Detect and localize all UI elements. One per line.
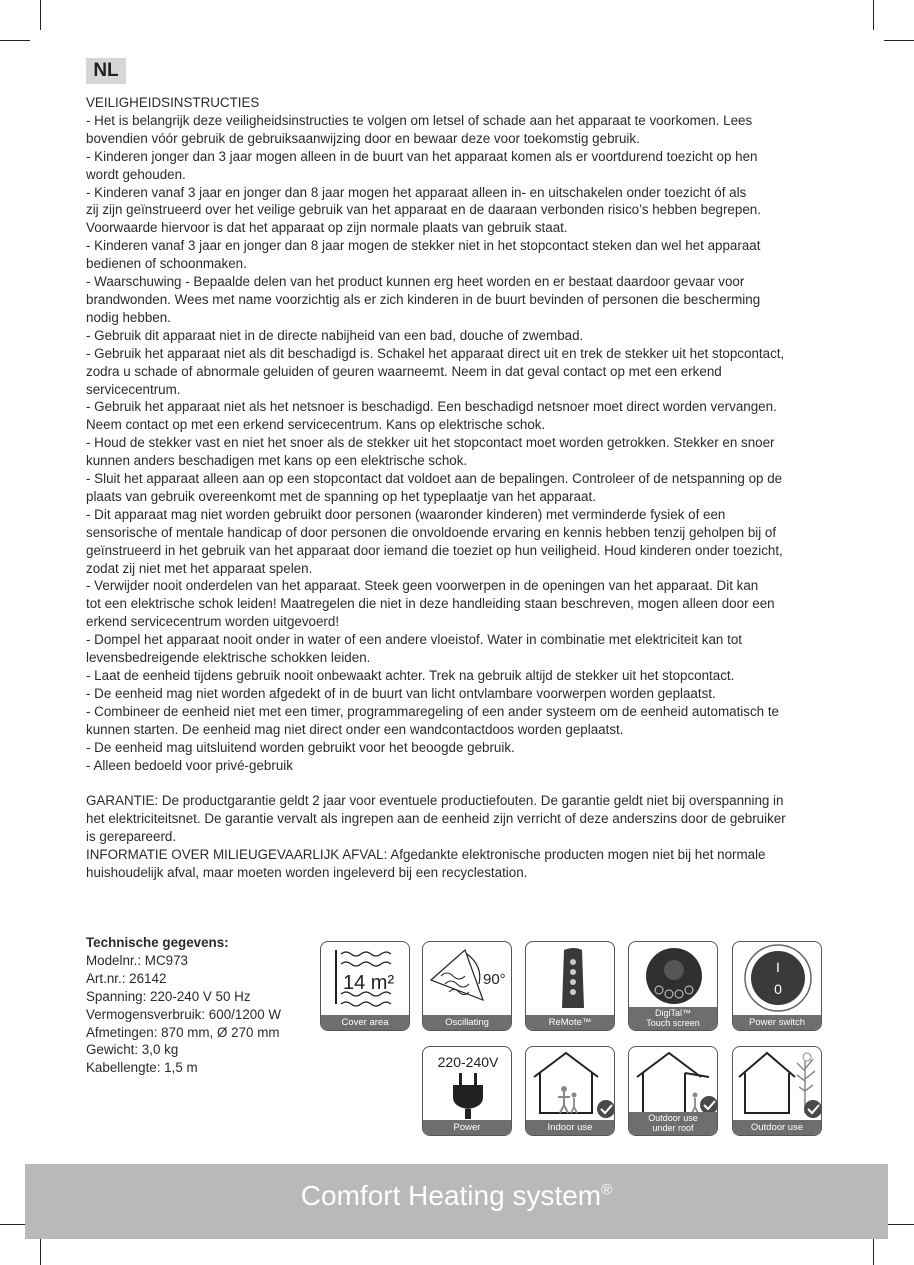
warranty-line: is gerepareerd.	[86, 829, 177, 845]
indoor-house-icon	[526, 1047, 615, 1122]
tech-list	[86, 952, 316, 1077]
footer-title-text: Comfort Heating system	[300, 1180, 602, 1211]
outdoor-tree-icon	[733, 1047, 822, 1122]
safety-line: zodra u schade of abnormale geluiden of geuren waarneemt. Neem in dat geval contact op met een erkend	[86, 363, 722, 379]
remote-control-icon	[526, 942, 615, 1017]
warranty-section	[86, 792, 828, 882]
safety-line: - Kinderen vanaf 3 jaar en jonger dan 8 jaar mogen de stekker niet in het stopcontact steken dan wel het apparaat	[86, 238, 761, 254]
language-badge: NL	[86, 58, 126, 84]
safety-line: levensbedreigende elektrische schokken leiden.	[86, 650, 371, 666]
safety-line: bovendien vóór gebruik de gebruiksaanwijzing door en bewaar deze voor toekomstig gebruik.	[86, 130, 640, 146]
safety-line: Neem contact op met een erkend servicecentrum. Kans op elektrische schok.	[86, 417, 546, 433]
safety-line: - Het is belangrijk deze veiligheidsinstructies te volgen om letsel of schade aan het apparaat te voorkomen. Lees	[86, 112, 753, 128]
outdoor-roof-icon	[629, 1047, 718, 1117]
safety-line: - Kinderen jonger dan 3 jaar mogen alleen in de buurt van het apparaat komen als er voortdurend toezicht op hen	[86, 148, 758, 164]
tech-item: Spanning: 220-240 V 50 Hz	[86, 988, 251, 1004]
safety-line: - Gebruik dit apparaat niet in de directe nabijheid van een bad, douche of zwembad.	[86, 327, 584, 343]
crop-mark	[884, 1224, 914, 1225]
outdoor-roof-label-line1: Outdoor use	[648, 1113, 698, 1123]
safety-line: - Gebruik het apparaat niet als dit beschadigd is. Schakel het apparaat direct uit en trek de stekker uit het stopcontact,	[86, 345, 785, 361]
touch-screen-icon	[629, 942, 718, 1010]
crop-mark	[884, 40, 914, 41]
remote-card	[525, 941, 615, 1031]
safety-line: - Alleen bedoeld voor privé-gebruik	[86, 757, 293, 773]
safety-line: - De eenheid mag niet worden afgedekt of in de buurt van licht ontvlambare voorwerpen worden geplaatst.	[86, 685, 716, 701]
safety-line: - De eenheid mag uitsluitend worden gebruikt voor het beoogde gebruik.	[86, 739, 515, 755]
safety-line: - Kinderen vanaf 3 jaar en jonger dan 8 jaar mogen het apparaat alleen in- en uitschakelen onder toezicht óf als	[86, 184, 747, 200]
safety-line: brandwonden. Wees met name voorzichtig als er zich kinderen in de buurt bevinden of personen die bescherming	[86, 291, 761, 307]
safety-line: - Laat de eenheid tijdens gebruik nooit onbewaakt achter. Trek na gebruik altijd de stekker uit het stopcontact.	[86, 668, 735, 683]
oscillating-label: Oscillating	[423, 1015, 511, 1030]
safety-line: - Gebruik het apparaat niet als het netsnoer is beschadigd. Een beschadigd netsnoer moet direct worden vervangen.	[86, 399, 777, 415]
crop-mark	[873, 1235, 874, 1265]
power-switch-card	[732, 941, 822, 1031]
safety-line: servicecentrum.	[86, 381, 181, 397]
tech-item: Gewicht: 3,0 kg	[86, 1042, 179, 1058]
cover-area-label: Cover area	[321, 1015, 409, 1030]
safety-line: kunnen starten. De eenheid mag niet direct onder een wandcontactdoos worden geplaatst.	[86, 721, 624, 737]
safety-line: plaats van gebruik overeenkomt met de spanning op het typeplaatje van het apparaat.	[86, 488, 596, 504]
safety-section	[86, 94, 828, 882]
safety-line: zodat zij niet met het apparaat spelen.	[86, 560, 313, 576]
safety-line: bedienen of schoonmaken.	[86, 256, 247, 272]
tech-item: Kabellengte: 1,5 m	[86, 1060, 198, 1076]
oscillating-icon	[423, 942, 512, 1017]
safety-lines	[86, 112, 828, 775]
cover-area-icon	[321, 942, 410, 1017]
power-switch-label: Power switch	[733, 1015, 821, 1030]
outdoor-label: Outdoor use	[733, 1120, 821, 1135]
indoor-label: Indoor use	[526, 1120, 614, 1135]
cover-area-value: 14 m²	[343, 972, 395, 994]
power-card	[422, 1046, 512, 1136]
digital-label	[629, 1007, 717, 1030]
footer-band	[25, 1164, 888, 1239]
remote-label: ReMote™	[526, 1015, 614, 1030]
warranty-line: huishoudelijk afval, maar moeten worden ingeleverd bij een recyclestation.	[86, 864, 528, 880]
crop-mark	[40, 0, 41, 30]
switch-on-symbol: I	[776, 959, 780, 975]
outdoor-roof-label	[629, 1112, 717, 1135]
tech-item: Modelnr.: MC973	[86, 952, 188, 968]
safety-line: - Verwijder nooit onderdelen van het apparaat. Steek geen voorwerpen in de openingen van het apparaat. Dit kan	[86, 578, 759, 594]
footer-title	[25, 1180, 888, 1212]
tech-item: Art.nr.: 26142	[86, 970, 167, 986]
safety-line: - Combineer de eenheid niet met een timer, programmaregeling of een ander systeem om de eenheid automatisch te	[86, 703, 779, 719]
outdoor-card	[732, 1046, 822, 1136]
power-label: Power	[423, 1120, 511, 1135]
switch-off-symbol: 0	[774, 981, 782, 997]
oscillating-card	[422, 941, 512, 1031]
crop-mark	[0, 40, 30, 41]
digital-card	[628, 941, 718, 1031]
registered-mark: ®	[601, 1181, 613, 1199]
tech-item: Afmetingen: 870 mm, Ø 270 mm	[86, 1024, 280, 1040]
warranty-line: INFORMATIE OVER MILIEUGEVAARLIJK AFVAL: Afgedankte elektronische producten mogen niet bij het normale	[86, 847, 766, 863]
warranty-line: GARANTIE: De productgarantie geldt 2 jaar voor eventuele productiefouten. De garantie geldt niet bij overspanning in	[86, 793, 784, 809]
safety-line: - Dit apparaat mag niet worden gebruikt door personen (waaronder kinderen) met verminderde fysiek of een	[86, 506, 726, 522]
safety-line: - Sluit het apparaat alleen aan op een stopcontact dat voldoet aan de bepalingen. Controleer of de netspanning op de	[86, 471, 783, 487]
outdoor-roof-label-line2: under roof	[652, 1123, 694, 1133]
power-switch-icon	[733, 942, 822, 1017]
crop-mark	[873, 0, 874, 30]
safety-line: erkend servicecentrum worden uitgevoerd!	[86, 614, 340, 630]
safety-line: tot een elektrische schok leiden! Maatregelen die niet in deze handleiding staan beschreven, mogen alleen door een	[86, 596, 775, 612]
oscillating-value: 90°	[483, 971, 506, 988]
warranty-line: het elektriciteitsnet. De garantie vervalt als ingrepen aan de eenheid zijn verricht of deze anderszins door de gebruiker	[86, 811, 786, 827]
power-value: 220-240V	[437, 1054, 499, 1070]
safety-line: - Houd de stekker vast en niet het snoer als de stekker uit het stopcontact moet worden getrokken. Stekker en snoer	[86, 435, 775, 451]
safety-line: sensorische of mentale handicap of door personen die onvoldoende ervaring en kennis hebben tenzij geholpen bij of	[86, 524, 777, 540]
safety-line: nodig hebben.	[86, 309, 171, 325]
safety-line: Voorwaarde hiervoor is dat het apparaat op zijn normale plaats van gebruik staat.	[86, 220, 568, 236]
safety-line: - Waarschuwing - Bepaalde delen van het product kunnen erg heet worden en er bestaat daardoor gevaar voor	[86, 274, 745, 290]
safety-line: zij zijn geïnstrueerd over het veilige gebruik van het apparaat en de daaraan verbonden risico’s hebben begrepen.	[86, 202, 761, 218]
safety-line: wordt gehouden.	[86, 166, 186, 182]
digital-label-line2: Touch screen	[646, 1018, 700, 1028]
safety-line: kunnen anders beschadigen met kans op een elektrische schok.	[86, 453, 468, 469]
plug-icon	[423, 1047, 512, 1122]
safety-line: geïnstrueerd in het gebruik van het apparaat door iemand die toeziet op hun veiligheid. Houd kinderen onder toezicht,	[86, 542, 783, 558]
indoor-card	[525, 1046, 615, 1136]
tech-item: Vermogensverbruik: 600/1200 W	[86, 1006, 282, 1022]
safety-heading: VEILIGHEIDSINSTRUCTIES	[86, 95, 260, 110]
tech-title: Technische gegevens:	[86, 935, 229, 950]
cover-area-card	[320, 941, 410, 1031]
outdoor-roof-card	[628, 1046, 718, 1136]
digital-label-line1: DigiTal™	[654, 1008, 691, 1018]
safety-line: - Dompel het apparaat nooit onder in water of een andere vloeistof. Water in combinatie met elektriciteit kan tot	[86, 632, 742, 648]
tech-specs	[86, 934, 316, 1077]
crop-mark	[40, 1235, 41, 1265]
